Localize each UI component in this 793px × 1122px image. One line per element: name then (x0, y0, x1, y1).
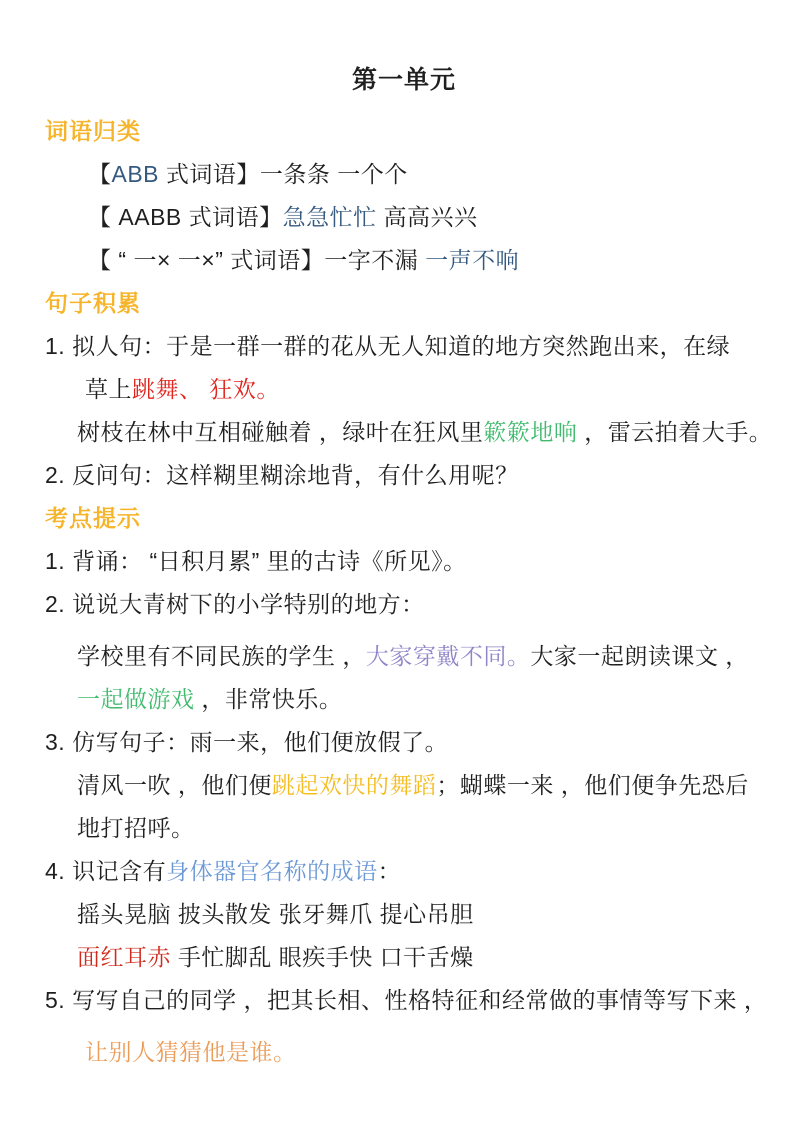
sentence-item-1-line-1 (45, 325, 763, 368)
text-span: ，雷云拍着大手。 (577, 419, 773, 445)
exam-item-4-line-1 (45, 850, 763, 893)
text-span: 树枝在林中互相碰触着 ，绿叶在狂风里 (77, 419, 484, 445)
sentence-item-1-line-3 (45, 411, 773, 454)
text-span: 3. 仿写句子：雨一来，他们便放假了。 (45, 729, 449, 755)
exam-item-3-line-1 (45, 721, 763, 764)
highlight-span-green: 一起做游戏 (77, 686, 195, 712)
document-body (45, 110, 773, 1074)
exam-item-1 (45, 540, 763, 583)
highlight-span-dark_red: 面红耳赤 (77, 944, 171, 970)
text-span: 摇头晃脑 披头散发 张牙舞爪 提心吊胆 (77, 901, 474, 927)
highlight-span-purple: 大家穿戴不同。 (365, 643, 531, 669)
exam-item-2-line-1 (45, 583, 763, 626)
page-title: 第一单元 (351, 66, 456, 94)
text-span: 手忙脚乱 眼疾手快 口干舌燥 (171, 944, 474, 970)
highlight-span-orange: 句子积累 (45, 290, 141, 316)
abb-words-line (45, 153, 763, 196)
text-span: 【 AABB 式词语】 (88, 204, 283, 230)
text-span: 地打招呼。 (77, 815, 195, 841)
highlight-span-dark_blue: 一声不响 (425, 247, 520, 273)
exam-item-5-line-1 (45, 979, 768, 1022)
text-span: 4. 识记含有 (45, 858, 167, 884)
aabb-words-line (45, 196, 763, 239)
exam-item-4-line-3 (45, 936, 763, 979)
text-span: 式词语】一条条 一个个 (159, 161, 408, 187)
exam-item-2-line-3 (45, 678, 763, 721)
text-span: 【 (88, 161, 112, 187)
section-heading-word-groups (45, 110, 763, 153)
text-span: ；蝴蝶一来 ，他们便争先恐后 (436, 772, 749, 798)
sentence-item-1-line-2 (45, 368, 763, 411)
highlight-span-red: 跳舞、 狂欢。 (132, 376, 280, 402)
exam-item-3-line-3 (45, 807, 763, 850)
text-span: 高高兴兴 (376, 204, 478, 230)
section-heading-exam-points (45, 497, 763, 540)
text-span: 1. 背诵： “日积月累” 里的古诗《所见》。 (45, 548, 467, 574)
text-span: 清风一吹 ，他们便 (77, 772, 272, 798)
highlight-span-orange: 考点提示 (45, 505, 141, 531)
text-span: ，非常快乐。 (194, 686, 343, 712)
text-span: 【 “ 一× 一×” 式词语】一字不漏 (88, 247, 426, 273)
exam-item-2-line-2 (45, 635, 763, 678)
highlight-span-dark_blue: ABB (111, 161, 160, 187)
highlight-span-green: 簌簌地响 (483, 419, 578, 445)
yi-x-words-line (45, 239, 763, 282)
text-span: 5. 写写自己的同学 ，把其长相、性格特征和经常做的事情等写下来 ， (45, 987, 768, 1013)
exam-item-4-line-2 (45, 893, 763, 936)
text-span: 学校里有不同民族的学生 ， (77, 643, 366, 669)
exam-item-5-line-2 (45, 1031, 763, 1074)
text-span: 2. 说说大青树下的小学特别的地方： (45, 591, 425, 617)
highlight-span-orange: 词语归类 (45, 118, 141, 144)
sentence-item-2 (45, 454, 763, 497)
text-span: 大家一起朗读课文 ， (530, 643, 749, 669)
highlight-span-light_blue: 身体器官名称的成语 (166, 858, 378, 884)
highlight-span-dark_blue: 急急忙忙 (282, 204, 377, 230)
text-span: 1. 拟人句：于是一群一群的花从无人知道的地方突然跑出来，在绿 (45, 333, 731, 359)
highlight-span-gold: 跳起欢快的舞蹈 (271, 772, 437, 798)
text-span: ： (377, 858, 402, 884)
exam-item-3-line-2 (45, 764, 763, 807)
highlight-span-light_orange: 让别人猜猜他是谁。 (85, 1039, 297, 1065)
text-span: 2. 反问句：这样糊里糊涂地背，有什么用呢？ (45, 462, 519, 488)
text-span: 草上 (85, 376, 132, 402)
section-heading-sentences (45, 282, 763, 325)
